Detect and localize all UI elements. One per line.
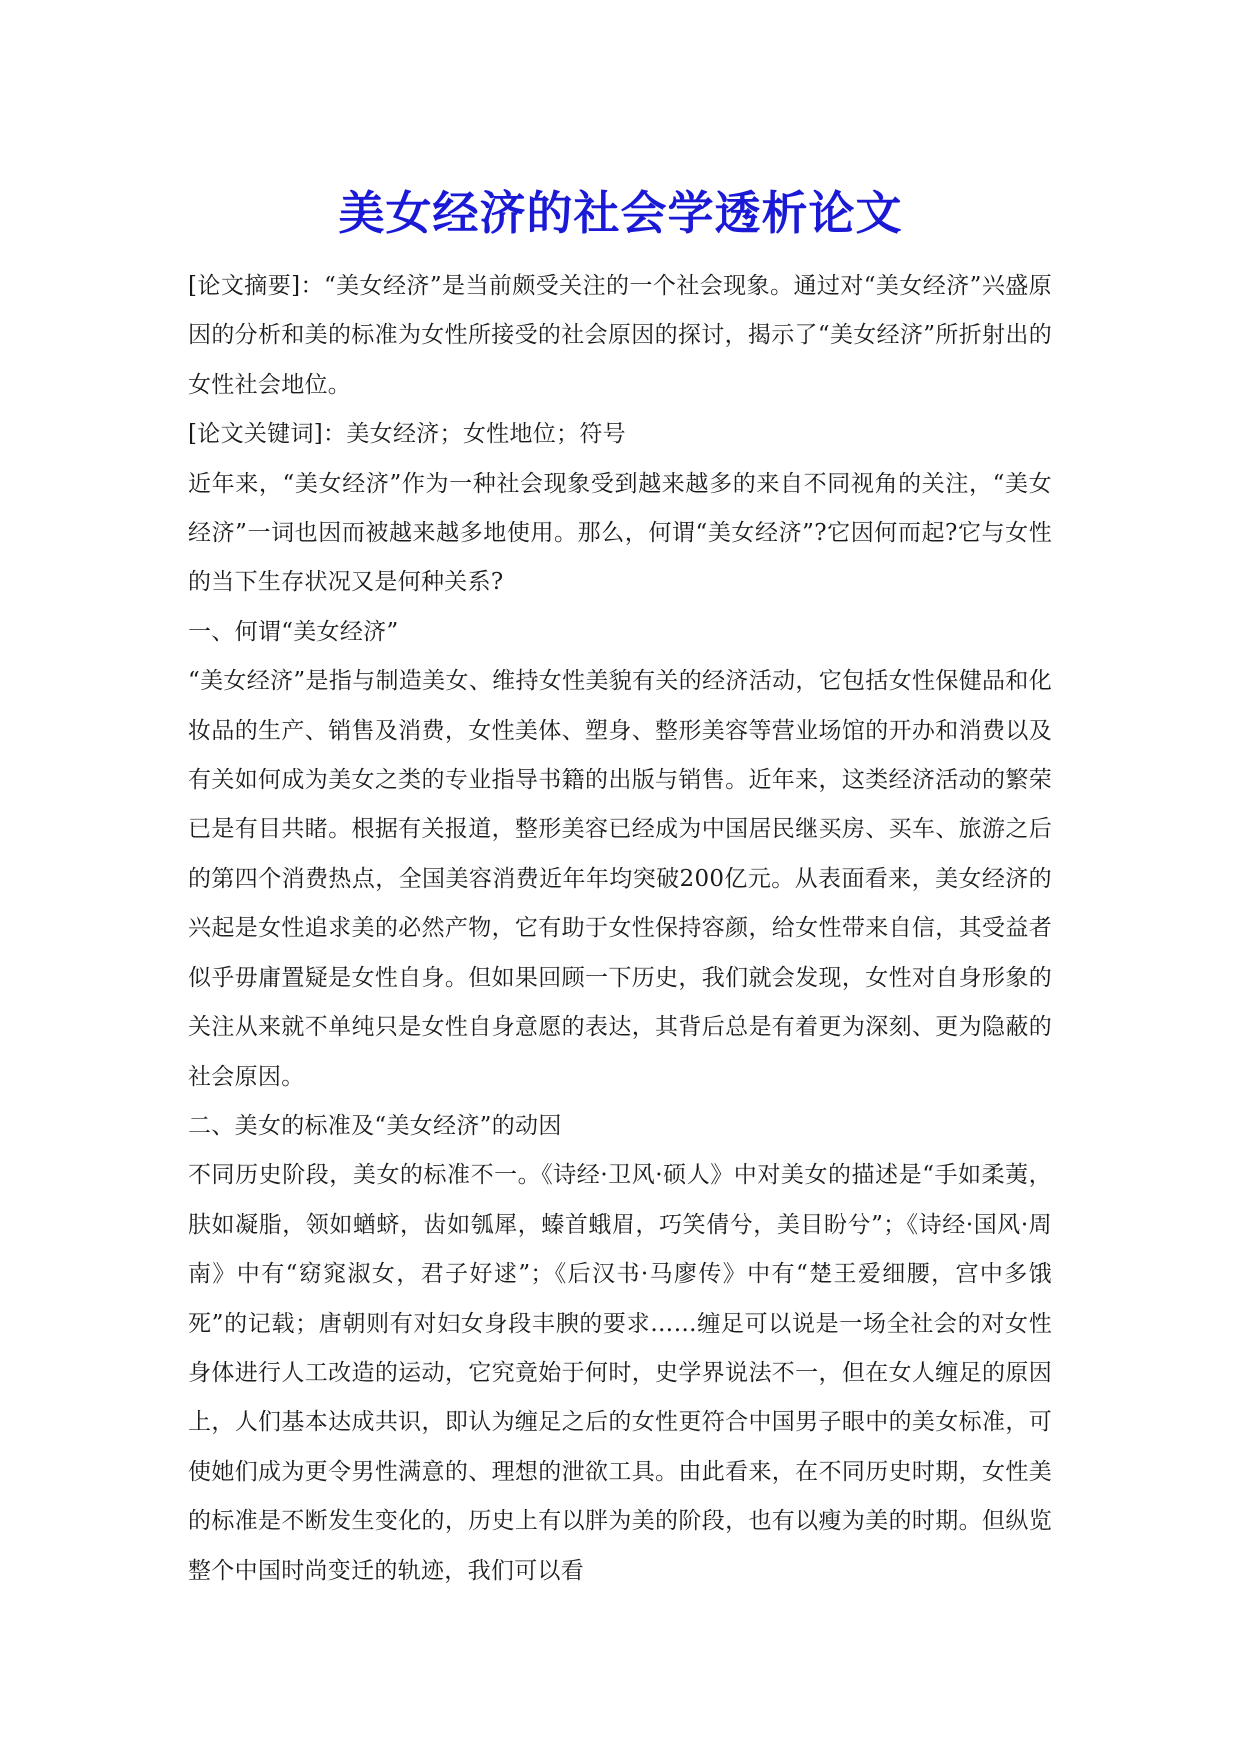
document-title: 美女经济的社会学透析论文 (338, 185, 903, 240)
intro-paragraph: 近年来，“美女经济”作为一种社会现象受到越来越多的来自不同视角的关注，“美女经济”一词也因而被越来越多地使用。那么，何谓“美女经济”?它因何而起?它与女性的当下生存状况又是何种关系? (188, 470, 1052, 596)
document-body (188, 262, 1052, 1596)
section-1-paragraph: “美女经济”是指与制造美女、维持女性美貌有关的经济活动，它包括女性保健品和化妆品的生产、销售及消费，女性美体、塑身、整形美容等营业场馆的开办和消费以及有关如何成为美女之类的专业指导书籍的出版与销售。近年来，这类经济活动的繁荣已是有目共睹。根据有关报道，整形美容已经成为中国居民继买房、买车、旅游之后的第四个消费热点，全国美容消费近年年均突破200亿元。从表面看来，美女经济的兴起是女性追求美的必然产物，它有助于女性保持容颜，给女性带来自信，其受益者似乎毋庸置疑是女性自身。但如果回顾一下历史，我们就会发现，女性对自身形象的关注从来就不单纯只是女性自身意愿的表达，其背后总是有着更为深刻、更为隐蔽的社会原因。 (188, 668, 1052, 1090)
abstract-paragraph: [论文摘要]：“美女经济”是当前颇受关注的一个社会现象。通过对“美女经济”兴盛原因的分析和美的标准为女性所接受的社会原因的探讨，揭示了“美女经济”所折射出的女性社会地位。 (188, 273, 1052, 398)
section-heading-1: 一、何谓“美女经济” (188, 618, 399, 645)
section-2-paragraph: 不同历史阶段，美女的标准不一。《诗经·卫风·硕人》中对美女的描述是“手如柔荑，肤如凝脂，领如蝤蛴，齿如瓠犀，螓首蛾眉，巧笑倩兮，美目盼兮”；《诗经·国风·周南》中有“窈窕淑女，君子好逑”；《后汉书·马廖传》中有“楚王爱细腰，宫中多饿死”的记载；唐朝则有对妇女身段丰腴的要求……缠足可以说是一场全社会的对女性身体进行人工改造的运动，它究竟始于何时，史学界说法不一，但在女人缠足的原因上，人们基本达成共识，即认为缠足之后的女性更符合中国男子眼中的美女标准，可使她们成为更令男性满意的、理想的泄欲工具。由此看来，在不同历史时期，女性美的标准是不断发生变化的，历史上有以胖为美的阶段，也有以瘦为美的时期。但纵览整个中国时尚变迁的轨迹，我们可以看 (188, 1162, 1052, 1584)
keywords-paragraph: [论文关键词]：美女经济；女性地位；符号 (188, 421, 626, 448)
section-heading-2: 二、美女的标准及“美女经济”的动因 (188, 1112, 562, 1139)
